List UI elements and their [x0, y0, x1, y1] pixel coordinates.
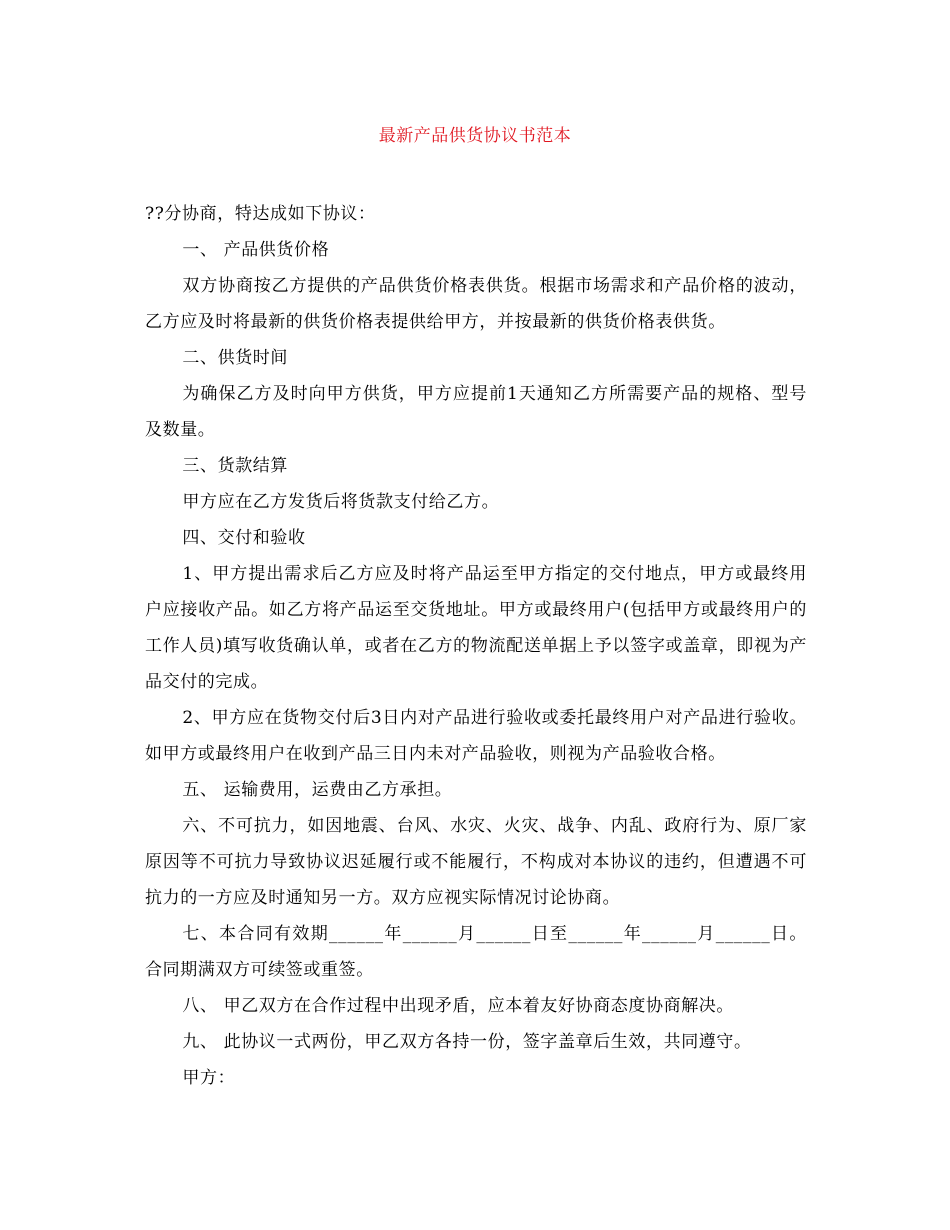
- section-heading-price: 一、 产品供货价格: [182, 240, 330, 260]
- paragraph-price: 双方协商按乙方提供的产品供货价格表供货。根据市场需求和产品价格的波动，乙方应及时将最新的供货价格表提供给甲方，并按最新的供货价格表供货。: [145, 276, 807, 332]
- section-heading-delivery: 四、交付和验收: [182, 528, 306, 548]
- section-heading-supply-time: 二、供货时间: [182, 348, 288, 368]
- paragraph-delivery-2: 2、甲方应在货物交付后3日内对产品进行验收或委托最终用户对产品进行验收。如甲方或最终用户在收到产品三日内未对产品验收，则视为产品验收合格。: [145, 708, 807, 764]
- section-dispute: 八、 甲乙双方在合作过程中出现矛盾，应本着友好协商态度协商解决。: [182, 996, 734, 1016]
- section-validity: 七、本合同有效期______年______月______日至______年______月______日。合同期满双方可续签或重签。: [145, 924, 807, 980]
- document-title: 最新产品供货协议书范本: [378, 126, 572, 146]
- paragraph-supply-time: 为确保乙方及时向甲方供货，甲方应提前1天通知乙方所需要产品的规格、型号及数量。: [145, 384, 807, 440]
- document-body: [145, 196, 807, 1096]
- section-force-majeure: 六、不可抗力，如因地震、台风、水灾、火灾、战争、内乱、政府行为、原厂家原因等不可抗力导致协议迟延履行或不能履行，不构成对本协议的违约，但遭遇不可抗力的一方应及时通知另一方。双方应视实际情况讨论协商。: [145, 816, 807, 908]
- paragraph-payment: 甲方应在乙方发货后将货款支付给乙方。: [182, 492, 500, 512]
- section-transport: 五、 运输费用，运费由乙方承担。: [182, 780, 453, 800]
- paragraph-intro: ??分协商，特达成如下协议：: [145, 204, 376, 224]
- party-a-signature-label: 甲方：: [182, 1068, 236, 1088]
- section-copies: 九、 此协议一式两份，甲乙双方各持一份，签字盖章后生效，共同遵守。: [182, 1032, 752, 1052]
- section-heading-payment: 三、货款结算: [182, 456, 288, 476]
- paragraph-delivery-1: 1、甲方提出需求后乙方应及时将产品运至甲方指定的交付地点，甲方或最终用户应接收产品。如乙方将产品运至交货地址。甲方或最终用户(包括甲方或最终用户的工作人员)填写收货确认单，或者在乙方的物流配送单据上予以签字或盖章，即视为产品交付的完成。: [145, 564, 807, 692]
